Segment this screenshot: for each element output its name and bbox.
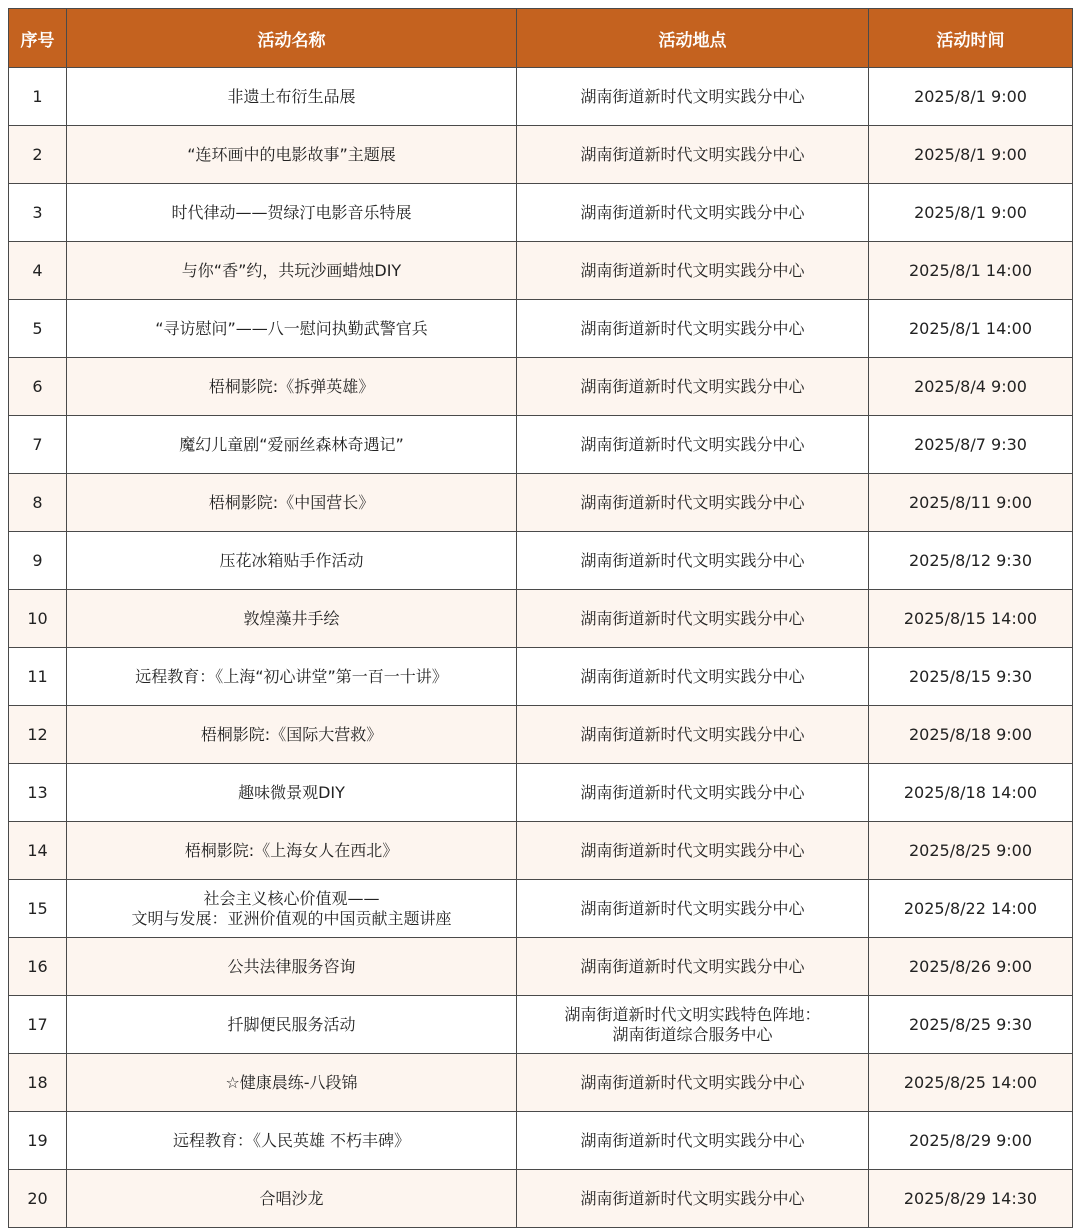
cell-place-line: 湖南街道新时代文明实践分中心 (580, 86, 805, 106)
cell-name (67, 300, 517, 358)
cell-place-line: 湖南街道新时代文明实践分中心 (580, 666, 805, 686)
cell-place-line: 湖南街道综合服务中心 (612, 1024, 773, 1044)
cell-no: 9 (9, 532, 67, 590)
table-row (9, 764, 1073, 822)
table-row (9, 880, 1073, 938)
cell-name-line: 压花冰箱贴手作活动 (219, 550, 364, 570)
cell-no: 7 (9, 416, 67, 474)
table-row (9, 1112, 1073, 1170)
cell-place (517, 242, 869, 300)
cell-place-line: 湖南街道新时代文明实践分中心 (580, 956, 805, 976)
cell-time: 2025/8/29 14:30 (869, 1170, 1073, 1228)
cell-place (517, 590, 869, 648)
cell-name-line: 社会主义核心价值观—— (203, 888, 380, 908)
cell-name (67, 68, 517, 126)
table-header (9, 9, 1073, 68)
cell-place (517, 416, 869, 474)
cell-place (517, 938, 869, 996)
table-row (9, 358, 1073, 416)
cell-no: 15 (9, 880, 67, 938)
cell-no: 8 (9, 474, 67, 532)
cell-place (517, 822, 869, 880)
table-row (9, 822, 1073, 880)
cell-time: 2025/8/15 14:00 (869, 590, 1073, 648)
cell-place-line: 湖南街道新时代文明实践分中心 (580, 318, 805, 338)
cell-name (67, 1170, 517, 1228)
cell-name-line: 非遗土布衍生品展 (227, 86, 356, 106)
cell-name (67, 126, 517, 184)
cell-no: 17 (9, 996, 67, 1054)
cell-name (67, 358, 517, 416)
table-row (9, 1170, 1073, 1228)
cell-name-line: 公共法律服务咨询 (227, 956, 356, 976)
cell-place-line: 湖南街道新时代文明实践分中心 (580, 1188, 805, 1208)
table-row (9, 938, 1073, 996)
cell-time: 2025/8/1 9:00 (869, 126, 1073, 184)
cell-name-line: “寻访慰问”——八一慰问执勤武警官兵 (155, 318, 428, 338)
cell-place (517, 68, 869, 126)
cell-name (67, 996, 517, 1054)
table-row (9, 184, 1073, 242)
cell-name-line: 远程教育：《人民英雄 不朽丰碑》 (172, 1130, 411, 1150)
cell-no: 1 (9, 68, 67, 126)
cell-name-line: 文明与发展：亚洲价值观的中国贡献主题讲座 (131, 908, 452, 928)
cell-name (67, 242, 517, 300)
cell-no: 12 (9, 706, 67, 764)
cell-no: 18 (9, 1054, 67, 1112)
cell-name-line: 扦脚便民服务活动 (227, 1014, 356, 1034)
cell-name-line: 梧桐影院:《上海女人在西北》 (184, 840, 399, 860)
cell-place (517, 184, 869, 242)
cell-time: 2025/8/25 9:30 (869, 996, 1073, 1054)
cell-name (67, 1054, 517, 1112)
table-row (9, 532, 1073, 590)
table-row (9, 68, 1073, 126)
table-row (9, 590, 1073, 648)
cell-name (67, 1112, 517, 1170)
cell-name (67, 764, 517, 822)
cell-name (67, 416, 517, 474)
cell-time: 2025/8/29 9:00 (869, 1112, 1073, 1170)
cell-place (517, 1112, 869, 1170)
cell-name-line: 梧桐影院:《国际大营救》 (200, 724, 383, 744)
cell-no: 10 (9, 590, 67, 648)
cell-time: 2025/8/25 14:00 (869, 1054, 1073, 1112)
header-no: 序号 (9, 9, 67, 68)
cell-place-line: 湖南街道新时代文明实践分中心 (580, 1130, 805, 1150)
cell-time: 2025/8/1 14:00 (869, 300, 1073, 358)
cell-place (517, 474, 869, 532)
cell-place (517, 996, 869, 1054)
cell-name (67, 880, 517, 938)
cell-place-line: 湖南街道新时代文明实践分中心 (580, 782, 805, 802)
cell-no: 16 (9, 938, 67, 996)
cell-name (67, 532, 517, 590)
header-time: 活动时间 (869, 9, 1073, 68)
cell-name-line: 趣味微景观DIY (238, 782, 345, 802)
activity-schedule (8, 8, 1072, 1228)
cell-no: 3 (9, 184, 67, 242)
cell-no: 14 (9, 822, 67, 880)
cell-name-line: 梧桐影院:《中国营长》 (208, 492, 375, 512)
table-row (9, 1054, 1073, 1112)
table-row (9, 474, 1073, 532)
activity-table (8, 8, 1073, 1228)
cell-place-line: 湖南街道新时代文明实践分中心 (580, 724, 805, 744)
cell-place (517, 1170, 869, 1228)
cell-place (517, 126, 869, 184)
cell-time: 2025/8/15 9:30 (869, 648, 1073, 706)
cell-time: 2025/8/1 9:00 (869, 184, 1073, 242)
table-row (9, 242, 1073, 300)
cell-place (517, 358, 869, 416)
table-row (9, 648, 1073, 706)
cell-name-line: “连环画中的电影故事”主题展 (187, 144, 396, 164)
cell-name (67, 648, 517, 706)
cell-no: 4 (9, 242, 67, 300)
cell-place (517, 300, 869, 358)
cell-place (517, 648, 869, 706)
header-place: 活动地点 (517, 9, 869, 68)
cell-name-line: 与你“香”约，共玩沙画蜡烛DIY (181, 260, 402, 280)
cell-no: 20 (9, 1170, 67, 1228)
cell-name (67, 184, 517, 242)
cell-place-line: 湖南街道新时代文明实践分中心 (580, 202, 805, 222)
cell-place (517, 764, 869, 822)
cell-place-line: 湖南街道新时代文明实践分中心 (580, 550, 805, 570)
cell-name-line: ☆健康晨练-八段锦 (225, 1072, 358, 1092)
cell-place-line: 湖南街道新时代文明实践分中心 (580, 376, 805, 396)
cell-place-line: 湖南街道新时代文明实践分中心 (580, 608, 805, 628)
cell-place (517, 880, 869, 938)
table-row (9, 416, 1073, 474)
cell-no: 2 (9, 126, 67, 184)
cell-no: 19 (9, 1112, 67, 1170)
cell-name-line: 敦煌藻井手绘 (243, 608, 340, 628)
cell-name-line: 合唱沙龙 (259, 1188, 324, 1208)
cell-place-line: 湖南街道新时代文明实践特色阵地： (564, 1004, 821, 1024)
cell-time: 2025/8/11 9:00 (869, 474, 1073, 532)
table-row (9, 706, 1073, 764)
cell-time: 2025/8/7 9:30 (869, 416, 1073, 474)
cell-name-line: 远程教育：《上海“初心讲堂”第一百一十讲》 (135, 666, 448, 686)
cell-place-line: 湖南街道新时代文明实践分中心 (580, 1072, 805, 1092)
cell-place-line: 湖南街道新时代文明实践分中心 (580, 840, 805, 860)
cell-place (517, 1054, 869, 1112)
cell-time: 2025/8/1 9:00 (869, 68, 1073, 126)
table-row (9, 996, 1073, 1054)
table-row (9, 300, 1073, 358)
header-row (9, 9, 1073, 68)
cell-name (67, 938, 517, 996)
cell-place (517, 532, 869, 590)
cell-name (67, 590, 517, 648)
header-name: 活动名称 (67, 9, 517, 68)
cell-place-line: 湖南街道新时代文明实践分中心 (580, 260, 805, 280)
cell-name-line: 魔幻儿童剧“爱丽丝森林奇遇记” (179, 434, 404, 454)
cell-time: 2025/8/22 14:00 (869, 880, 1073, 938)
table-row (9, 126, 1073, 184)
cell-no: 13 (9, 764, 67, 822)
cell-time: 2025/8/25 9:00 (869, 822, 1073, 880)
cell-name (67, 706, 517, 764)
cell-place (517, 706, 869, 764)
cell-time: 2025/8/4 9:00 (869, 358, 1073, 416)
cell-no: 6 (9, 358, 67, 416)
table-body (9, 68, 1073, 1228)
cell-place-line: 湖南街道新时代文明实践分中心 (580, 898, 805, 918)
cell-time: 2025/8/1 14:00 (869, 242, 1073, 300)
cell-time: 2025/8/18 14:00 (869, 764, 1073, 822)
cell-place-line: 湖南街道新时代文明实践分中心 (580, 144, 805, 164)
cell-place-line: 湖南街道新时代文明实践分中心 (580, 492, 805, 512)
cell-no: 11 (9, 648, 67, 706)
cell-no: 5 (9, 300, 67, 358)
cell-place-line: 湖南街道新时代文明实践分中心 (580, 434, 805, 454)
cell-time: 2025/8/18 9:00 (869, 706, 1073, 764)
cell-time: 2025/8/26 9:00 (869, 938, 1073, 996)
cell-name-line: 时代律动——贺绿汀电影音乐特展 (171, 202, 412, 222)
cell-name (67, 474, 517, 532)
cell-time: 2025/8/12 9:30 (869, 532, 1073, 590)
cell-name-line: 梧桐影院:《拆弹英雄》 (208, 376, 375, 396)
cell-name (67, 822, 517, 880)
